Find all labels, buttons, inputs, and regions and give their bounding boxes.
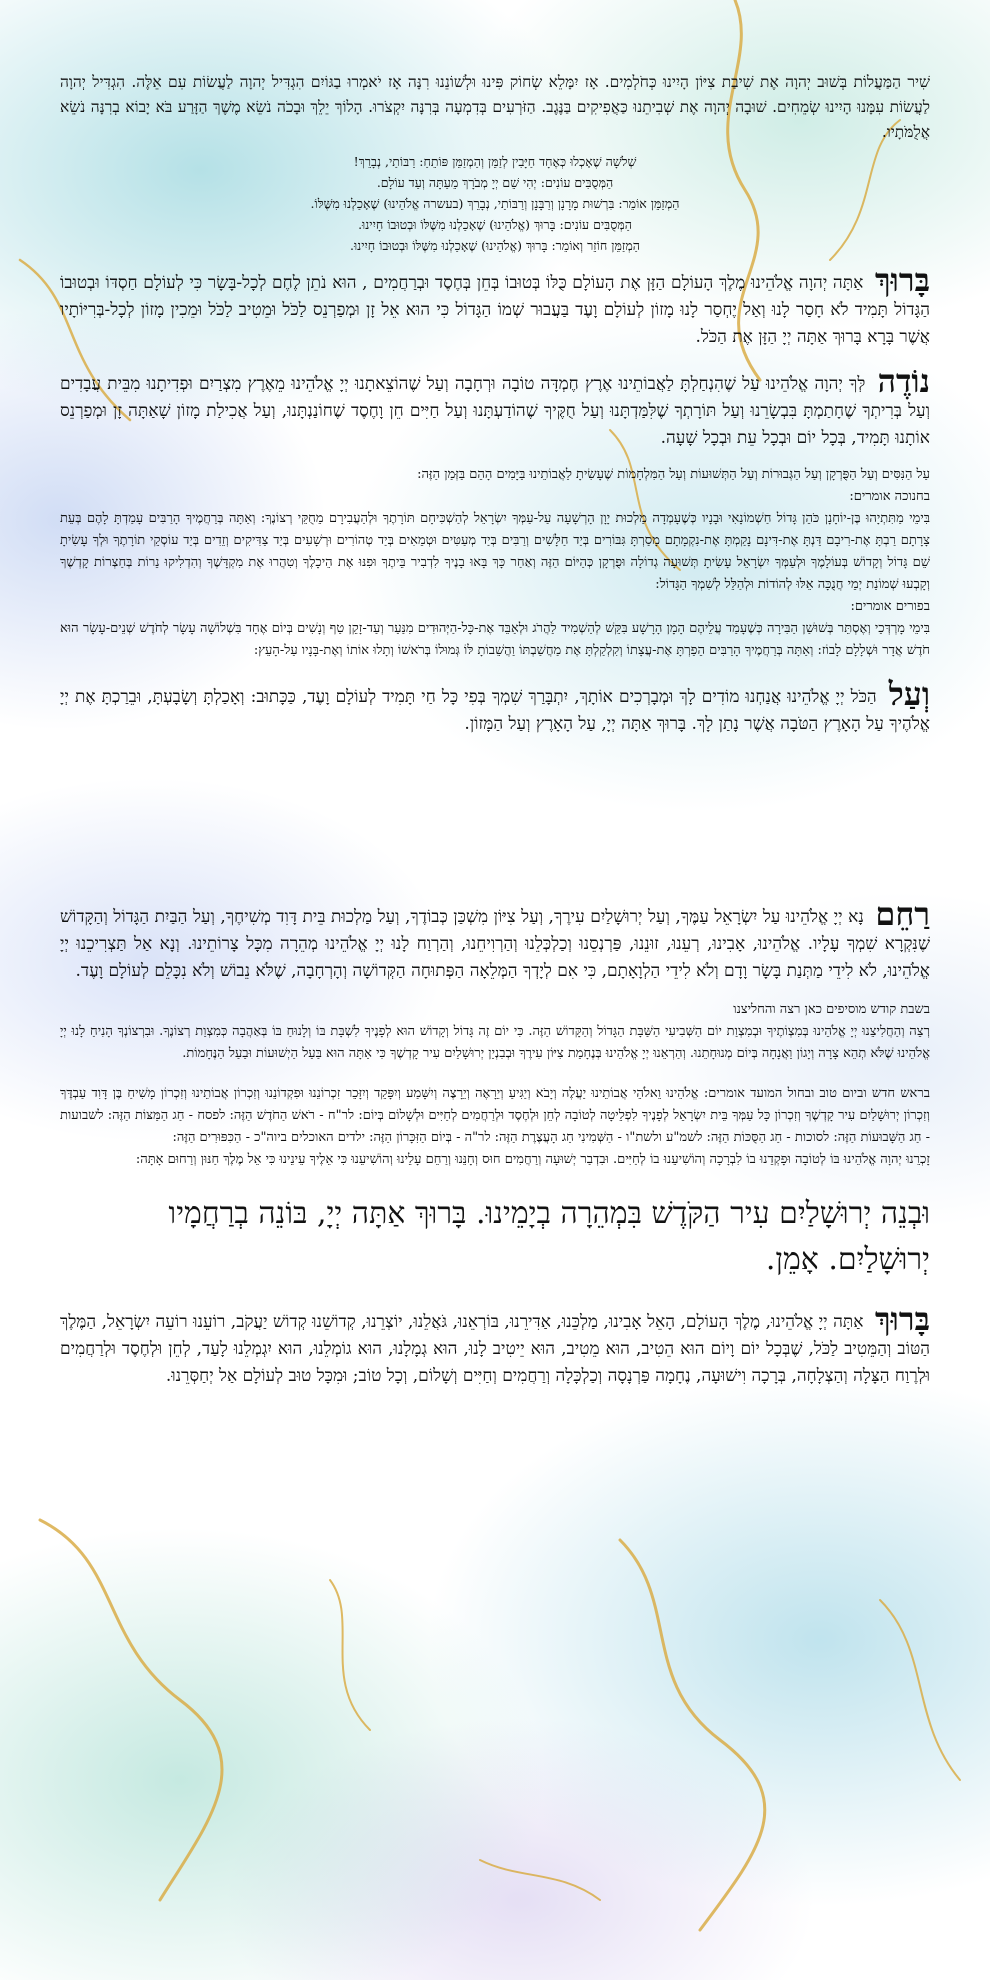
zimmun-line: שְׁלֹשָׁה שֶׁאָכְלוּ כְּאֶחָד חַיָּבִין לְזַמֵּן וְהַמְזַמֵּן פּוֹתֵחַ: רַבּוֹתַי, נְבָרֵךְ! [353, 154, 637, 169]
nodeh-opening-word: נוֹדֶה [877, 362, 930, 400]
yaaleh-veyavo-paragraph: בראש חדש וביום טוב ובחול המועד אומרים: אֱלֹהֵינוּ וֵאלֹהֵי אֲבוֹתֵינוּ יַעֲלֶה וְיָבֹא וְיַגִּיעַ וְיֵרָאֶה וְיֵרָצֶה וְיִשָּׁמַע וְיִפָּקֵד וְיִזָּכֵר זִכְרוֹנֵנוּ וּפִקְדוֹנֵנוּ וְזִכְרוֹן אֲבוֹתֵינוּ וְזִכְרוֹן מָשִׁיחַ בֶּן דָּוִד עַבְדֶּךָ וְזִכְרוֹן יְרוּשָׁלַיִם עִיר קָדְשֶׁךָ וְזִכְרוֹן כָּל עַמְּךָ בֵּית יִשְׂרָאֵל לְפָנֶיךָ לִפְלֵיטָה לְטוֹבָה לְחֵן וּלְחֶסֶד וּלְרַחֲמִים לְחַיִּים וּלְשָׁלוֹם בְּיוֹם: לר"ח - רֹאשׁ הַחֹדֶשׁ הַזֶּה: לפסח - חַג הַמַּצּוֹת הַזֶּה: לשבועות - חַג הַשָּׁבוּעוֹת הַזֶּה: לסוכות - חַג הַסֻּכּוֹת הַזֶּה: לשמ"ע ולשת"ו - הַשְּׁמִינִי חַג הָעֲצֶרֶת הַזֶּה: לר"ה - בְּיוֹם הַזִּכָּרוֹן הַזֶּה: ילדים האוכלים ביוה"כ - הַכִּפּוּרִים הַזֶּה: [60, 1086, 930, 1145]
hatov-vehameitiv-text: אַתָּה יְיָ אֱלֹהֵינוּ, מֶלֶךְ הָעוֹלָם, הָאֵל אָבִינוּ, מַלְכֵּנוּ, אַדִּירֵנוּ, בּוֹרְאֵנוּ, גֹּאֲלֵנוּ, יוֹצְרֵנוּ, קְדוֹשֵׁנוּ קְדוֹשׁ יַעֲקֹב, רוֹעֵנוּ רוֹעֵה יִשְׂרָאֵל, הַמֶּלֶךְ הַטּוֹב וְהַמֵּטִיב לַכֹּל, שֶׁבְּכָל יוֹם וָיוֹם הוּא הֵטִיב, הוּא מֵטִיב, הוּא יֵיטִיב לָנוּ, הוּא גְמָלָנוּ, הוּא גוֹמְלֵנוּ, הוּא יִגְמְלֵנוּ לָעַד, לְחֵן וּלְחֶסֶד וּלְרַחֲמִים וּלְרֶוַח הַצָּלָה וְהַצְלָחָה, בְּרָכָה וִישׁוּעָה, נֶחָמָה פַּרְנָסָה וְכַלְכָּלָה וְרַחֲמִים וְחַיִּים וְשָׁלוֹם, וְכָל טוֹב; וּמִכָּל טוּב לְעוֹלָם אַל יְחַסְּרֵנוּ. [60, 1312, 930, 1386]
rachem-text: נָא יְיָ אֱלֹהֵינוּ עַל יִשְׂרָאֵל עַמֶּךָ, וְעַל יְרוּשָׁלַיִם עִירֶךָ, וְעַל צִיּוֹן מִשְׁכַּן כְּבוֹדֶךָ, וְעַל מַלְכוּת בֵּית דָּוִד מְשִׁיחֶךָ, וְעַל הַבַּיִת הַגָּדוֹל וְהַקָּדוֹשׁ שֶׁנִּקְרָא שִׁמְךָ עָלָיו. אֱלֹהֵינוּ, אָבִינוּ, רְעֵנוּ, זוּנֵנוּ, פַּרְנְסֵנוּ וְכַלְכְּלֵנוּ וְהַרְוִיחֵנוּ, וְהַרְוַח לָנוּ יְיָ אֱלֹהֵינוּ מְהֵרָה מִכָּל צָרוֹתֵינוּ. וְנָא אַל תַּצְרִיכֵנוּ יְיָ אֱלֹהֵינוּ, לֹא לִידֵי מַתְּנַת בָּשָׂר וָדָם וְלֹא לִידֵי הַלְוָאָתָם, כִּי אִם לְיָדְךָ הַמְּלֵאָה הַפְּתוּחָה הַקְּדוֹשָׁה וְהָרְחָבָה, שֶׁלֹּא נֵבוֹשׁ וְלֹא נִכָּלֵם לְעוֹלָם וָעֶד. [60, 907, 930, 981]
purim-paragraph: בִּימֵי מָרְדְּכַי וְאֶסְתֵּר בְּשׁוּשַׁן הַבִּירָה כְּשֶׁעָמַד עֲלֵיהֶם הָמָן הָרָשָׁע בִּקֵּשׁ לְהַשְׁמִיד לַהֲרֹג וּלְאַבֵּד אֶת-כָּל-הַיְּהוּדִים מִנַּעַר וְעַד-זָקֵן טַף וְנָשִׁים בְּיוֹם אֶחָד בִּשְׁלוֹשָׁה עָשָׂר לְחֹדֶשׁ שְׁנֵים-עָשָׂר הוּא חֹדֶשׁ אֲדָר וּשְׁלָלָם לָבוֹז: וְאַתָּה בְּרַחֲמֶיךָ הָרַבִּים הֵפַרְתָּ אֶת-עֲצָתוֹ וְקִלְקַלְתָּ אֶת מַחֲשַׁבְתּוֹ וַהֲשֵׁבוֹתָ לּוֹ גְּמוּלוֹ בְּרֹאשׁוֹ וְתָלוּ אוֹתוֹ וְאֶת-בָּנָיו עַל-הָעֵץ: [60, 621, 930, 658]
zochrenu-paragraph: זָכְרֵנוּ יְהוָה אֱלֹהֵינוּ בּוֹ לְטוֹבָה וּפָקְדֵנוּ בוֹ לִבְרָכָה וְהוֹשִׁיעֵנוּ בוֹ לְחַיִּים. וּבִדְבַר יְשׁוּעָה וְרַחֲמִים חוּס וְחָנֵּנוּ וְרַחֵם עָלֵינוּ וְהוֹשִׁיעֵנוּ כִּי אֵלֶיךָ עֵינֵינוּ כִּי אֵל מֶלֶךְ חַנּוּן וְרַחוּם אָתָּה: [135, 1152, 930, 1167]
birkat-hamazon-page [60, 70, 930, 1390]
nodeh-paragraph [60, 362, 930, 452]
rachem-paragraph [60, 895, 931, 985]
uvneh-yerushalayim-heading: וּבְנֵה יְרוּשָׁלַיִם עִיר הַקֹּדֶשׁ בִּמְהֵרָה בְיָמֵינוּ. בָּרוּךְ אַתָּה יְיָ, בּוֹנֵה בְרַחֲמָיו יְרוּשָׁלַיִם. אָמֵן. [168, 1196, 930, 1277]
hazan-opening-word: בָּרוּךְ [874, 261, 930, 299]
al-hanisim-intro: עַל הַנִּסִּים וְעַל הַפֻּרְקָן וְעַל הַגְּבוּרוֹת וְעַל הַתְּשׁוּעוֹת וְעַל הַמִּלְחָמוֹת שֶׁעָשִׂיתָ לַאֲבוֹתֵינוּ בַּיָּמִים הָהֵם בַּזְּמַן הַזֶּה: [417, 467, 930, 482]
blank-spacer [60, 738, 930, 898]
shabbat-instruction: בשבת קודש מוסיפים כאן רצה והחליצנו [733, 1002, 930, 1017]
hatov-vehameitiv-paragraph [60, 1300, 930, 1390]
zimmun-line: הַמְזַמֵּן אוֹמֵר: בִּרְשׁוּת מָרָנָן וְרַבָּנָן וְרַבּוֹתַי, נְבָרֵךְ (בעשרה אֱלֹהֵינוּ) שֶׁאָכַלְנוּ מִשֶּׁלּוֹ. [310, 196, 680, 211]
rachem-opening-word: רַחֵם [875, 895, 931, 933]
hatov-opening-word: בָּרוּךְ [874, 1300, 930, 1338]
zimmun-block [60, 151, 930, 256]
veal-hakol-text: הַכֹּל יְיָ אֱלֹהֵינוּ אֲנַחְנוּ מוֹדִים לָךְ וּמְבָרְכִים אוֹתָךְ, יִתְבָּרַךְ שִׁמְךָ בְּפִי כָּל חַי תָּמִיד לְעוֹלָם וָעֶד, כַּכָּתוּב: וְאָכַלְתָּ וְשָׂבָעְתָּ, וּבֵרַכְתָּ אֶת יְיָ אֱלֹהֶיךָ עַל הָאָרֶץ הַטֹּבָה אֲשֶׁר נָתַן לָךְ. בָּרוּךְ אַתָּה יְיָ, עַל הָאָרֶץ וְעַל הַמָּזוֹן. [60, 687, 930, 734]
zimmun-line: הַמְזַמֵּן חוֹזֵר וְאוֹמֵר: בָּרוּךְ (אֱלֹהֵינוּ) שֶׁאָכַלְנוּ מִשֶּׁלּוֹ וּבְטוּבוֹ חָיִינוּ. [350, 238, 640, 253]
chanukah-paragraph: בִּימֵי מַתִּתְיָהוּ בֶּן-יוֹחָנָן כֹּהֵן גָּדוֹל חַשְׁמוֹנָאִי וּבָנָיו כְּשֶׁעָמְדָה מַלְכוּת יָוָן הָרְשָׁעָה עַל-עַמְּךָ יִשְׂרָאֵל לְהַשְׁכִּיחָם תּוֹרָתֶךָ וּלְהַעֲבִירָם מֵחֻקֵּי רְצוֹנֶךָ: וְאַתָּה בְּרַחֲמֶיךָ הָרַבִּים עָמַדְתָּ לָהֶם בְּעֵת צָרָתָם רַבְתָּ אֶת-רִיבָם דַּנְתָּ אֶת-דִּינָם נָקַמְתָּ אֶת-נִקְמָתָם מָסַרְתָּ גִּבּוֹרִים בְּיַד חַלָּשִׁים וְרַבִּים בְּיַד מְעַטִּים וּטְמֵאִים בְּיַד טְהוֹרִים וּרְשָׁעִים בְּיַד צַדִּיקִים וְזֵדִים בְּיַד עוֹסְקֵי תוֹרָתֶךָ וּלְךָ עָשִׂיתָ שֵׁם גָּדוֹל וְקָדוֹשׁ בְּעוֹלָמֶךָ וּלְעַמְּךָ יִשְׂרָאֵל עָשִׂיתָ תְּשׁוּעָה גְדוֹלָה וּפֻרְקָן כְּהַיּוֹם הַזֶּה וְאַחַר כָּךְ בָּאוּ בָנֶיךָ לִדְבִיר בֵּיתֶךָ וּפִנּוּ אֶת הֵיכָלֶךָ וְטִהֲרוּ אֶת מִקְדָּשֶׁךָ וְהִדְלִיקוּ נֵרוֹת בְּחַצְרוֹת קָדְשֶׁךָ וְקָבְעוּ שְׁמוֹנַת יְמֵי חֲנֻכָּה אֵלּוּ לְהוֹדוֹת וּלְהַלֵּל לְשִׁמְךָ הַגָּדוֹל: [60, 511, 930, 592]
purim-label: בפורים אומרים: [850, 599, 930, 614]
zimmun-line: הַמְּסֻבִּים עוֹנִים: בָּרוּךְ (אֱלֹהֵינוּ) שֶׁאָכַלְנוּ מִשֶּׁלּוֹ וּבְטוּבוֹ חָיִינוּ. [358, 217, 632, 232]
zimmun-line: הַמְּסֻבִּים עוֹנִים: יְהִי שֵׁם יְיָ מְבֹרָךְ מֵעַתָּה וְעַד עוֹלָם. [376, 175, 614, 190]
hazan-blessing-text: אַתָּה יְהוָה אֱלֹהֵינוּ מֶלֶךְ הָעוֹלָם הַזָּן אֶת הָעוֹלָם כֻּלּוֹ בְּטוּבוֹ בְּחֵן בְּחֶסֶד וּבְרַחֲמִים , הוּא נֹתֵן לֶחֶם לְכָל-בָּשָׂר כִּי לְעוֹלָם חַסְדּוֹ וּבְטוּבוֹ הַגָּדוֹל תָּמִיד לֹא חָסַר לָנוּ וְאַל יֶחְסַר לָנוּ מָזוֹן לְעוֹלָם וָעֶד בַּעֲבוּר שְׁמוֹ הַגָּדוֹל כִּי הוּא אֵל זָן וּמְפַרְנֵס לַכֹּל וּמֵטִיב לַכֹּל וּמֵכִין מָזוֹן לְכָל-בְּרִיּוֹתָיו אֲשֶׁר בָּרָא בָּרוּךְ אַתָּה יְיָ הַזָּן אֶת הַכֹּל. [60, 273, 930, 347]
retzeh-paragraph: רְצֵה וְהַחֲלִיצֵנוּ יְיָ אֱלֹהֵינוּ בְּמִצְוֹתֶיךָ וּבְמִצְוַת יוֹם הַשְּׁבִיעִי הַשַּׁבָּת הַגָּדוֹל וְהַקָּדוֹשׁ הַזֶּה. כִּי יוֹם זֶה גָּדוֹל וְקָדוֹשׁ הוּא לְפָנֶיךָ לִשְׁבָּת בּוֹ וְלָנוּחַ בּוֹ בְּאַהֲבָה כְּמִצְוַת רְצוֹנֶךָ. וּבִרְצוֹנְךָ הָנִיחַ לָנוּ יְיָ אֱלֹהֵינוּ שֶׁלֹּא תְהֵא צָרָה וְיָגוֹן וַאֲנָחָה בְּיוֹם מְנוּחָתֵנוּ. וְהַרְאֵנוּ יְיָ אֱלֹהֵינוּ בְּנֶחָמַת צִיּוֹן עִירֶךָ וּבְבִנְיַן יְרוּשָׁלַיִם עִיר קָדְשֶׁךָ כִּי אַתָּה הוּא בַּעַל הַיְשׁוּעוֹת וּבַעַל הַנֶּחָמוֹת. [60, 1024, 930, 1061]
nodeh-text: לְּךָ יְהוָה אֱלֹהֵינוּ עַל שֶׁהִנְחַלְתָּ לַאֲבוֹתֵינוּ אֶרֶץ חֶמְדָּה טוֹבָה וּרְחָבָה וְעַל שֶׁהוֹצֵאתָנוּ יְיָ אֱלֹהֵינוּ מֵאֶרֶץ מִצְרַיִם וּפְדִיתָנוּ מִבֵּית עֲבָדִים וְעַל בְּרִיתְךָ שֶׁחָתַמְתָּ בִּבְשָׂרֵנוּ וְעַל תּוֹרָתְךָ שֶׁלִּמַּדְתָּנוּ וְעַל חֻקֶּיךָ שֶׁהוֹדַעְתָּנוּ וְעַל חַיִּים חֵן וָחֶסֶד שֶׁחוֹנַנְתָּנוּ, וְעַל אֲכִילַת מָזוֹן שָׁאַתָּה זָן וּמְפַרְנֵס אוֹתָנוּ תָּמִיד, בְּכָל יוֹם וּבְכָל עֵת וּבְכָל שָׁעָה. [60, 374, 930, 448]
veal-hakol-paragraph [60, 675, 931, 738]
veal-opening-word: וְעַל [888, 675, 931, 713]
hazan-blessing-paragraph [60, 261, 930, 351]
chanukah-label: בחנוכה אומרים: [849, 489, 930, 504]
shir-hamaalot-paragraph: שִׁיר הַמַּעֲלוֹת בְּשׁוּב יְהוָה אֶת שִׁיבַת צִיּוֹן הָיִינוּ כְּחֹלְמִים. אָז יִמָּלֵא שְׂחוֹק פִּינוּ וּלְשׁוֹנֵנוּ רִנָּה אָז יֹאמְרוּ בַגּוֹיִם הִגְדִּיל יְהוָה לַעֲשׂוֹת עִם אֵלֶּה. הִגְדִּיל יְהוָה לַעֲשׂוֹת עִמָּנוּ הָיִינוּ שְׂמֵחִים. שׁוּבָה יְהוָה אֶת שְׁבִיתֵנוּ כַּאֲפִיקִים בַּנֶּגֶב. הַזֹּרְעִים בְּדִמְעָה בְּרִנָּה יִקְצֹרוּ. הָלוֹךְ יֵלֵךְ וּבָכֹה נֹשֵׂא מֶשֶׁךְ הַזָּרַע בֹּא יָבוֹא בְרִנָּה נֹשֵׂא אֲלֻמֹּתָיו. [60, 73, 930, 141]
